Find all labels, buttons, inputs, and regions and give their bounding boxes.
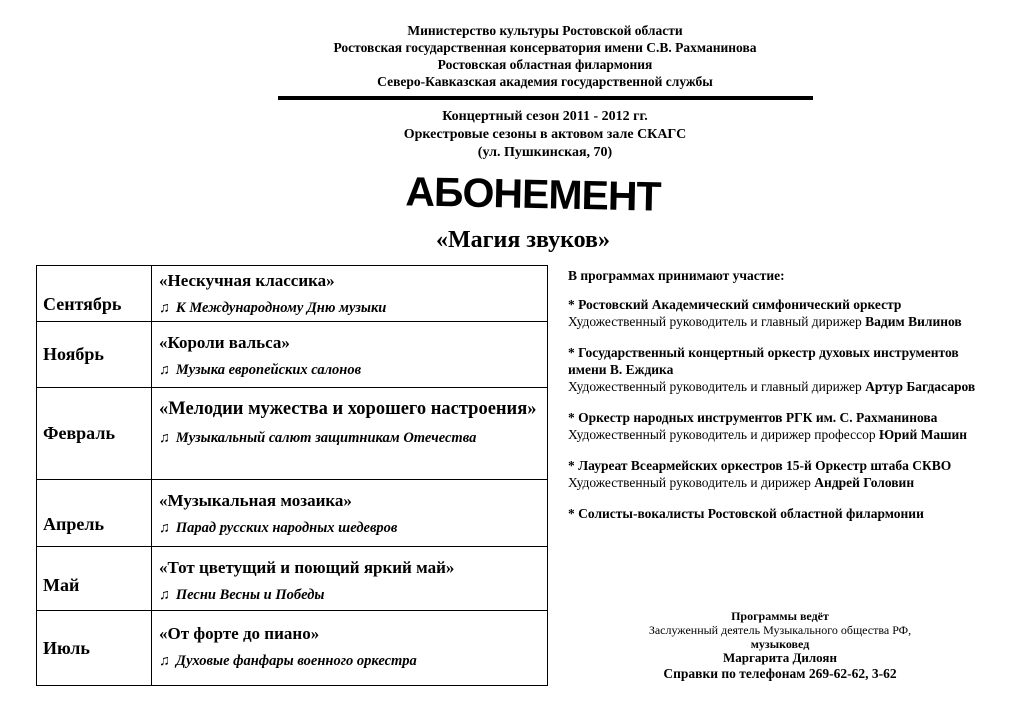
ensemble-name: * Лауреат Всеармейских оркестров 15-й Оркестр штаба СКВО (568, 458, 952, 473)
organizations-header (278, 22, 812, 90)
table-row (37, 322, 548, 388)
table-row (37, 480, 548, 547)
participants-list (568, 267, 988, 536)
season-line: Концертный сезон 2011 - 2012 гг. (442, 109, 648, 124)
month-label: Июль (43, 637, 90, 658)
month-cell (37, 266, 152, 322)
host-label: Программы ведёт (731, 609, 829, 623)
host-info (600, 609, 960, 682)
address-line: (ул. Пушкинская, 70) (477, 145, 613, 160)
program-cell (152, 547, 548, 611)
month-cell (37, 388, 152, 480)
program-subtitle: ♫ Музыка европейских салонов (159, 362, 362, 378)
table-row (37, 611, 548, 686)
table-row (37, 547, 548, 611)
ensemble-director: Художественный руководитель и дирижер Андрей Головин (568, 475, 915, 490)
page-subtitle: «Магия звуков» (435, 227, 611, 253)
ensemble-item (568, 344, 988, 395)
table-row (37, 388, 548, 480)
ensemble-item (568, 505, 988, 522)
concert-schedule-table (36, 265, 548, 686)
participants-heading: В программах принимают участие: (568, 268, 785, 283)
program-title: «Музыкальная мозаика» (159, 491, 352, 510)
director-name: Юрий Машин (878, 427, 968, 442)
header-divider (278, 96, 813, 100)
ensemble-name: * Государственный концертный оркестр духовых инструментов имени В. Еждика (568, 345, 959, 377)
program-title: «От форте до пиано» (159, 624, 320, 643)
program-subtitle: ♫ Песни Весны и Победы (159, 587, 325, 603)
program-cell (152, 266, 548, 322)
music-note-icon: ♫ (159, 653, 170, 669)
director-name: Андрей Головин (814, 475, 915, 490)
org-line: Северо-Кавказская академия государственной службы (377, 74, 713, 89)
ensemble-name: * Солисты-вокалисты Ростовской областной филармонии (568, 506, 924, 521)
director-name: Вадим Вилинов (865, 314, 962, 329)
ensemble-item (568, 409, 988, 443)
ensemble-director: Художественный руководитель и главный дирижер Вадим Вилинов (568, 314, 962, 329)
host-profession: музыковед (750, 637, 810, 651)
month-label: Май (43, 575, 80, 595)
month-label: Февраль (43, 423, 115, 443)
program-cell (152, 322, 548, 388)
month-label: Сентябрь (43, 294, 122, 314)
table-row (37, 266, 548, 322)
program-title: «Тот цветущий и поющий яркий май» (159, 558, 455, 577)
venue-line: Оркестровые сезоны в актовом зале СКАГС (403, 127, 687, 142)
month-cell (37, 322, 152, 388)
host-name: Маргарита Дилоян (723, 650, 837, 665)
month-label: Ноябрь (43, 344, 104, 364)
month-cell (37, 547, 152, 611)
ensemble-name: * Оркестр народных инструментов РГК им. С. Рахманинова (568, 410, 938, 425)
music-note-icon: ♫ (159, 587, 170, 603)
program-cell (152, 611, 548, 686)
ensemble-director: Художественный руководитель и дирижер профессор Юрий Машин (568, 427, 968, 442)
program-cell (152, 480, 548, 547)
phone-info: Справки по телефонам 269-62-62, 3-62 (663, 666, 897, 681)
music-note-icon: ♫ (159, 430, 170, 446)
page-title: АБОНЕМЕНТ (404, 168, 661, 220)
org-line: Министерство культуры Ростовской области (407, 23, 683, 38)
program-title: «Короли вальса» (159, 333, 290, 352)
program-subtitle: ♫ Парад русских народных шедевров (159, 520, 398, 536)
ensemble-item (568, 457, 988, 491)
program-subtitle: ♫ К Международному Дню музыки (159, 300, 387, 316)
month-cell (37, 611, 152, 686)
month-cell (37, 480, 152, 547)
org-line: Ростовская областная филармония (437, 57, 653, 72)
director-name: Артур Багдасаров (865, 379, 976, 394)
music-note-icon: ♫ (159, 300, 170, 316)
music-note-icon: ♫ (159, 362, 170, 378)
season-info (278, 108, 812, 162)
program-subtitle: ♫ Духовые фанфары военного оркестра (159, 653, 417, 669)
org-line: Ростовская государственная консерватория имени С.В. Рахманинова (333, 40, 757, 55)
program-cell (152, 388, 548, 480)
program-title: «Нескучная классика» (159, 271, 335, 290)
program-title: «Мелодии мужества и хорошего настроения» (159, 399, 537, 419)
ensemble-name: * Ростовский Академический симфонический оркестр (568, 297, 902, 312)
program-subtitle: ♫ Музыкальный салют защитникам Отечества (159, 430, 477, 446)
host-title: Заслуженный деятель Музыкального общества РФ, (648, 623, 912, 637)
ensemble-item (568, 296, 988, 330)
music-note-icon: ♫ (159, 520, 170, 536)
ensemble-director: Художественный руководитель и главный дирижер Артур Багдасаров (568, 379, 976, 394)
month-label: Апрель (43, 513, 104, 534)
